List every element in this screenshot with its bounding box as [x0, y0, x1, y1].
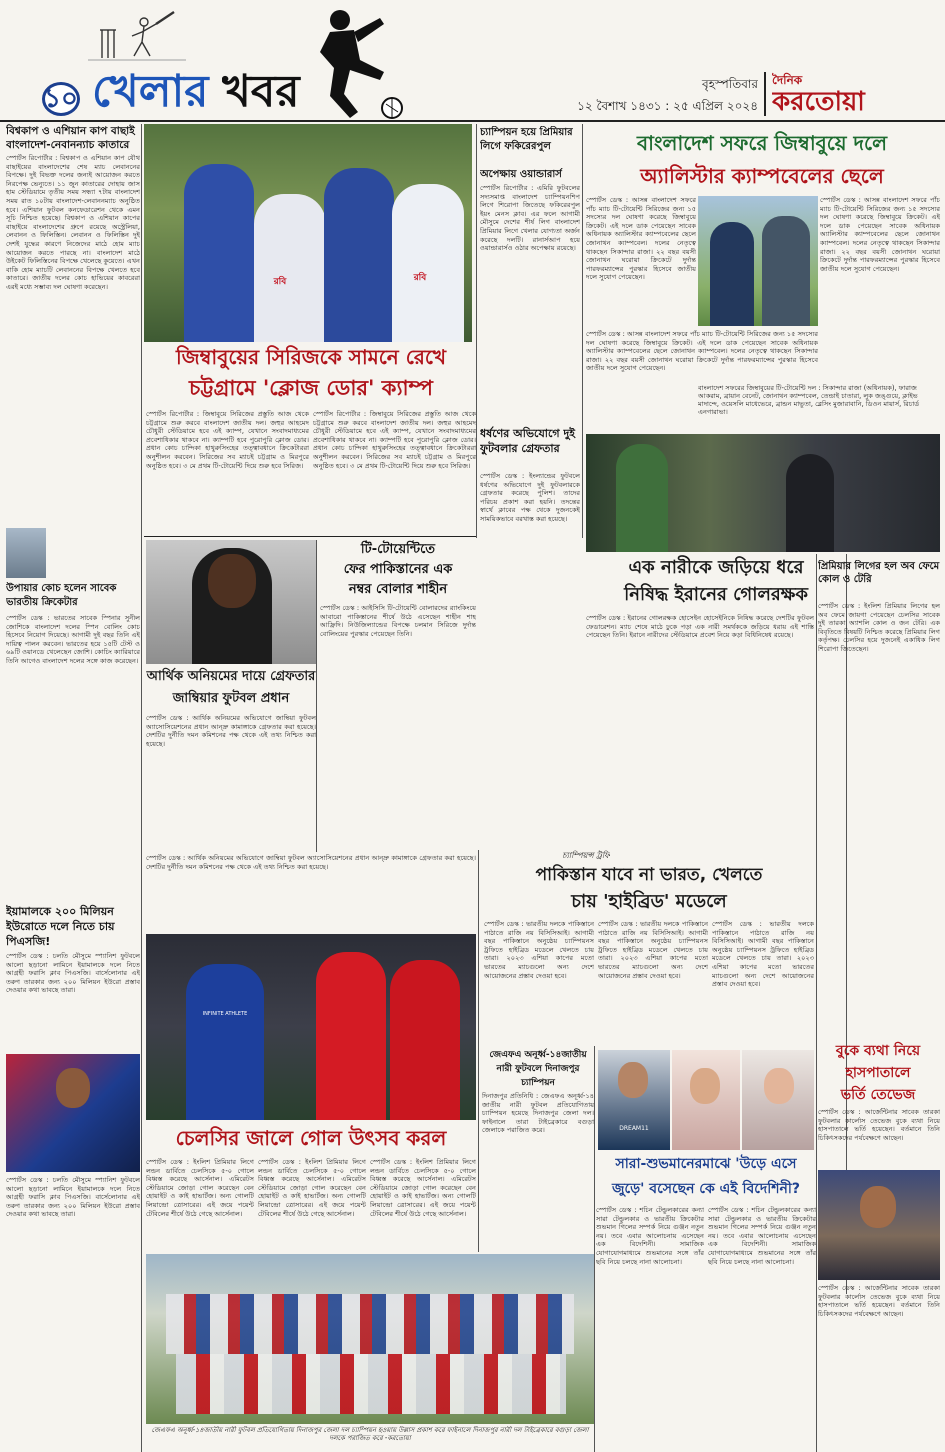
shubman-right-divider: [816, 1046, 817, 1452]
shaheen-body: স্পোর্টস ডেস্ক : আইসিসি টি-টোয়েন্টি বোলারদের র‍্যাংকিংয়ে আবারো পাকিস্তানের শীর্ষে উঠে এসেছেন শাহীন শাহ আফ্রিদি। নিউজিল্যান্ডের বিপক্ষে চলমান সিরিজে দুর্দান্ত বোলিংয়ের পুরস্কার পেয়েছেন তিনি।: [320, 604, 476, 638]
lead-body-a: স্পোর্টস রিপোর্টার : জিম্বাবুয়ে সিরিজের প্রস্তুতি আজ থেকে চট্টগ্রামে শুরু করবে বাংলাদেশ জাতীয় দল। জহুর আহমেদ চৌধুরী স্টেডিয়ামে হবে এই ক্যাম্প, যেখানে সংবাদমাধ্যমের প্রবেশাধিকার থাকবে না। ক্যাম্পটি হবে পুরোপুরি ক্লোজ ডোর। প্রধান কোচ চান্দিকা হাথুরুসিংহের তত্ত্বাবধানে ক্রিকেটাররা অনুশীলন করবেন। সিরিজের সব ম্যাচই চট্টগ্রাম ও মিরপুরে অনুষ্ঠিত হবে। ৩ মে প্রথম টি-টোয়েন্টি দিয়ে শুরু হবে সিরিজ।: [146, 410, 309, 470]
right-col-divider: [816, 554, 817, 1046]
yamal-face: [56, 1068, 90, 1108]
dream11-jersey: DREAM11: [619, 1125, 649, 1132]
coach-figure-4: [392, 184, 464, 342]
col1-body-2: স্পোর্টস ডেস্ক : ভারতের সাবেক স্পিনার সুনীল জোশিকে বাংলাদেশ দলের স্পিন বোলিং কোচ হিসেবে নিয়োগ দিয়েছে। আগামী দুই বছর তিনি এই দায়িত্ব পালন করবেন। ভারতের হয়ে ১৫টি টেস্ট ও ৬৯টি ওয়ানডে খেলেছেন জোশি। কোচিং ক্যারিয়ারে তিনি আগেও বাংলাদেশ দলের সঙ্গে কাজ করেছেন।: [6, 614, 140, 665]
chelsea-headline: চেলসির জালে গোল উৎসব করল: [175, 1126, 447, 1150]
team-row-back: [166, 1294, 574, 1354]
zambia-headline-2: জাম্বিয়ার ফুটবল প্রধান: [172, 691, 290, 706]
hof-headline: প্রিমিয়ার লিগের হল অব ফেমে কোল ও টেরি: [818, 561, 940, 585]
col1-player-photo: [6, 528, 46, 578]
dinajpur-caption: জেএফএ অনূর্ধ্ব-১৪জাতীয় নারী ফুটবল প্রতিযোগিতায় দিনাজপুর জেলা দল চ্যাম্পিয়ন হওয়ায় উল্লাস প্রকাশ করে ফাইনালে দিনাজপুর নারী দল টাইব্রেকারে বগুড়া জেলা দলকে পরাজিত করে -করতোয়া: [151, 1426, 589, 1442]
col1-body-4: স্পোর্টস ডেস্ক : চলতি মৌসুমে স্প্যানিশ ফুটবলে আলো ছড়ানো লামিনে ইয়ামালকে দলে নিতে আগ্রহী ফরাসি ক্লাব পিএসজি। বার্সেলোনার এই তরুণ তারকার জন্য ২০০ মিলিয়ন ইউরো প্রস্তাব দেওয়ার কথা ভাবছে তারা।: [6, 1176, 140, 1219]
shubman-headline-2: জুড়ে' বসেছেন কে এই বিদেশিনী?: [611, 1181, 800, 1197]
pak-body-b: স্পোর্টস ডেস্ক : ভারতীয় দলকে পাকিস্তানে পাঠাতে রাজি নয় বিসিসিআই। আগামী বছর পাকিস্তানে অনুষ্ঠেয় চ্যাম্পিয়নস ট্রফিতে হাইব্রিড মডেলে খেলতে চায় তারা। ২০২৩ এশিয়া কাপের মতো ভারতের ম্যাচগুলো অন্য দেশে আয়োজনের প্রস্তাব দেওয়া হবে।: [598, 920, 708, 980]
col3-body-1: স্পোর্টস রিপোর্টার : এমিরি ফুটবলের সদ্যসমাপ্ত বাংলাদেশ চ্যাম্পিয়নশিপ লিগে শিরোপা জিতেছে ফকিরেরপুল ইয়ং মেনস ক্লাব। এর ফলে আগামী মৌসুমে দেশের শীর্ষ লিগ বাংলাদেশ প্রিমিয়ার লিগে খেলার যোগ্যতা অর্জন করেছে দলটি। রানার্সআপ হয়ে ওয়ান্ডারার্সও ওঠার অপেক্ষায় রয়েছে।: [480, 184, 580, 253]
shubman-left-divider: [594, 1046, 595, 1452]
shaheen-headline-1: টি-টোয়েন্টিতে: [360, 542, 436, 557]
sara-face-2: [764, 1068, 794, 1104]
pak-body-a: স্পোর্টস ডেস্ক : ভারতীয় দলকে পাকিস্তানে পাঠাতে রাজি নয় বিসিসিআই। আগামী বছর পাকিস্তানে অনুষ্ঠেয় চ্যাম্পিয়নস ট্রফিতে হাইব্রিড মডেলে খেলতে চায় তারা। ২০২৩ এশিয়া কাপের মতো ভারতের ম্যাচগুলো অন্য দেশে আয়োজনের প্রস্তাব দেওয়া হবে।: [484, 920, 594, 980]
campbell-photo: [698, 196, 818, 326]
lead-photo: [144, 124, 472, 342]
chelsea-sponsor: INFINITE ATHLETE: [202, 1011, 248, 1017]
col3-headline-2: ধর্ষণের অভিযোগে দুই ফুটবলার গ্রেফতার: [480, 427, 575, 455]
col4-left-divider: [582, 124, 583, 538]
col1-headline-3: ইয়ামালকে ২০০ মিলিয়ন ইউরোতে দলে নিতে চায় পিএসজি!: [6, 905, 115, 948]
lead-body-b: স্পোর্টস রিপোর্টার : জিম্বাবুয়ে সিরিজের প্রস্তুতি আজ থেকে চট্টগ্রামে শুরু করবে বাংলাদেশ জাতীয় দল। জহুর আহমেদ চৌধুরী স্টেডিয়ামে হবে এই ক্যাম্প, যেখানে সংবাদমাধ্যমের প্রবেশাধিকার থাকবে না। ক্যাম্পটি হবে পুরোপুরি ক্লোজ ডোর। প্রধান কোচ চান্দিকা হাথুরুসিংহের তত্ত্বাবধানে ক্রিকেটাররা অনুশীলন করবেন। সিরিজের সব ম্যাচই চট্টগ্রাম ও মিরপুরে অনুষ্ঠিত হবে। ৩ মে প্রথম টি-টোয়েন্টি দিয়ে শুরু হবে সিরিজ।: [313, 410, 476, 470]
shubman-body-a: স্পোর্টস ডেস্ক : শচিন টেন্ডুলকারের কন্যা সারা টেন্ডুলকার ও ভারতীয় ক্রিকেটার শুভমান গিলের সম্পর্ক নিয়ে গুঞ্জন নতুন নয়। তবে এবার আলোচনায় এসেছেন এক বিদেশিনী। সামাজিক যোগাযোগমাধ্যমে শুভমানের সঙ্গে তাঁর ছবি নিয়ে চলছে নানা আলোচনা।: [596, 1206, 704, 1266]
sara-photo-2: [742, 1050, 814, 1150]
lead-headline-2: চট্টগ্রামে 'ক্লোজ ডোর' ক্যাম্প: [189, 376, 433, 400]
dinajpur-body: দিনাজপুর প্রতিনিধি : জেএফএ অনূর্ধ্ব-১৪ জাতীয় নারী ফুটবল প্রতিযোগিতায় চ্যাম্পিয়ন হয়েছে দিনাজপুর জেলা দল। ফাইনালে তারা টাইব্রেকারে বগুড়া জেলাকে পরাজিত করে।: [482, 1092, 594, 1135]
masthead-day: বৃহস্পতিবার: [702, 77, 758, 91]
arsenal-player-2: [390, 960, 460, 1120]
hof-body: স্পোর্টস ডেস্ক : ইংলিশ প্রিমিয়ার লিগের হল অব ফেমে জায়গা পেয়েছেন চেলসির সাবেক দুই তারকা অ্যাশলি কোল ও জন টেরি। এক বিবৃতিতে বিষয়টি নিশ্চিত করেছে প্রিমিয়ার লিগ কর্তৃপক্ষ। চেলসির হয়ে দুজনেই একাধিক লিগ শিরোপা জিতেছেন।: [818, 602, 940, 653]
col3-left-divider: [476, 124, 477, 538]
iran-keeper-photo: [586, 434, 940, 552]
paper-name-big: করতোয়া: [772, 87, 865, 117]
tevez-headline-3: ভর্তি তেভেজ: [840, 1087, 916, 1103]
mid-col-divider: [316, 540, 317, 852]
paper-name-small: দৈনিক: [772, 73, 803, 87]
shubman-photo: [598, 1050, 670, 1150]
tevez-photo: [818, 1170, 940, 1280]
coach-figure-1: [184, 164, 254, 342]
col1-divider: [141, 124, 142, 1452]
tevez-body-b: স্পোর্টস ডেস্ক : আর্জেন্টিনার সাবেক তারকা ফুটবলার কার্লোস তেভেজ বুকে ব্যথা নিয়ে হাসপাতালে ভর্তি হয়েছেন। বর্তমানে তিনি চিকিৎসকদের পর্যবেক্ষণে আছেন।: [818, 1284, 940, 1318]
dinajpur-headline-2: নারী ফুটবলে দিনাজপুর: [496, 1064, 580, 1074]
dinajpur-headline-3: চ্যাম্পিয়ন: [521, 1078, 555, 1088]
zambia-body-b: স্পোর্টস ডেস্ক : আর্থিক অনিয়মের অভিযোগে জাম্বিয়া ফুটবল অ্যাসোসিয়েশনের প্রধান আন্দ্রু কামাঙ্গাকে গ্রেফতার করা হয়েছে। দেশটির দুর্নীতি দমন কমিশনের পক্ষ থেকে এই তথ্য নিশ্চিত করা হয়েছে।: [146, 854, 476, 871]
shubman-headline-1: সারা-শুভমানেরমাঝে 'উড়ে এসে: [615, 1156, 797, 1172]
col3-headline-1: চ্যাম্পিয়ন হয়ে প্রিমিয়ার লিগে ফকিরেরপুল: [480, 127, 573, 152]
col1-body-1: স্পোর্টস রিপোর্টার : বিশ্বকাপ ও এশিয়ান কাপ যৌথ বাছাইয়ের বাংলাদেশের শেষ ম্যাচ লেবাননের বিপক্ষে। দুই বিভক্ত দলের জন্যই আয়োজন করতে নিরপেক্ষ ভেন্যুতে। ১১ জুন কাতারের দোহায় জাস হাম স্টেডিয়ামে তৃতীয় সময় সন্ধ্যা ৭টায় বাংলাদেশ সময় রাত ১০টায় বাংলাদেশ-লেবাননম্যাচ অনুষ্ঠিত হবে। এশিয়ান ফুটবল কনফেডারেশন থেকে এমন সূচি নিশ্চিত হয়েছে। বিশ্বকাপ ও এশিয়ান কাপের বাছাইয়ে বাংলাদেশের গ্রুপে রয়েছে অস্ট্রেলিয়া, লেবানন ও ফিলিস্তিন। লেবানন ও ফিলিস্তিন দুই দেশই যুদ্ধের কারণে নিজেদের মাঠে হোম ম্যাচ আয়োজন করতে পারছে না। বাংলাদেশ মাঠে উইকেট ফিলিস্তিনের বিপক্ষে খেলেছে কুয়েতে। এখন বাকি হোম ম্যাচটি লেবাননের বিপক্ষে খেলতে হবে কাতারে। জাতীয় দলের কোচ হাভিয়ের কাবরেরা এরই মধ্যে সম্ভাব্য দল ঘোষণা করেছেন।: [6, 154, 140, 291]
pak-left-divider: [478, 850, 479, 1046]
section-title-khelar: খেলার: [92, 66, 209, 117]
zim-body-a: স্পোর্টস ডেস্ক : আসন্ন বাংলাদেশ সফরে পাঁচ ম্যাচ টি-টোয়েন্টি সিরিজের জন্য ১৫ সদস্যের দল ঘোষণা করেছে জিম্বাবুয়ে ক্রিকেট। এই দলে ডাক পেয়েছেন সাবেক অধিনায়ক অ্যালিস্টার ক্যাম্পবেলের ছেলে জোনাথন ক্যাম্পবেল। দলের নেতৃত্বে থাকছেন সিকান্দার রাজা। ২২ বছর বয়সী জোনাথন ঘরোয়া ক্রিকেটে দুর্দান্ত পারফরম্যান্সের পুরস্কার হিসেবে জাতীয় দলে সুযোগ পেয়েছেন।: [586, 196, 696, 282]
col1-body-3: স্পোর্টস ডেস্ক : চলতি মৌসুমে স্প্যানিশ ফুটবলে আলো ছড়ানো লামিনে ইয়ামালকে দলে নিতে আগ্রহী ফরাসি ক্লাব পিএসজি। বার্সেলোনার এই তরুণ তারকার জন্য ২০০ মিলিয়ন ইউরো প্রস্তাব দেওয়ার কথা ভাবছে তারা।: [6, 952, 140, 995]
page-number: ১০: [44, 84, 78, 114]
zim-headline-1: বাংলাদেশ সফরে জিম্বাবুয়ে দলে: [637, 131, 887, 155]
chelsea-body-c: স্পোর্টস ডেস্ক : ইংলিশ প্রিমিয়ার লিগে লন্ডন ডার্বিতে চেলসিকে ৫-০ গোলে বিধ্বস্ত করেছে আর্সেনাল। এমিরেটস স্টেডিয়ামে জোড়া গোল করেছেন বেন হোয়াইট ও কাই হাভার্টজ। অন্য গোলটি লিয়ান্দ্রো ত্রোসারের। এই জয়ে পয়েন্ট টেবিলের শীর্ষে উঠে গেছে আর্সেনাল।: [370, 1158, 476, 1218]
zim-body-c: স্পোর্টস ডেস্ক : আসন্ন বাংলাদেশ সফরে পাঁচ ম্যাচ টি-টোয়েন্টি সিরিজের জন্য ১৫ সদস্যের দল ঘোষণা করেছে জিম্বাবুয়ে ক্রিকেট। এই দলে ডাক পেয়েছেন সাবেক অধিনায়ক অ্যালিস্টার ক্যাম্পবেলের ছেলে জোনাথন ক্যাম্পবেল। দলের নেতৃত্বে থাকছেন সিকান্দার রাজা। ২২ বছর বয়সী জোনাথন ঘরোয়া ক্রিকেটে দুর্দান্ত পারফরম্যান্সের পুরস্কার হিসেবে জাতীয় দলে সুযোগ পেয়েছেন।: [586, 330, 818, 373]
dinajpur-left-divider: [478, 1046, 479, 1252]
lead-bottom-rule: [144, 536, 476, 537]
tevez-headline-1: বুকে ব্যথা নিয়ে: [835, 1043, 921, 1059]
zim-squad-caption: বাংলাদেশ সফরের জিম্বাবুয়ের টি-টোয়েন্টি দল : সিকান্দার রাজা (অধিনায়ক), ফারাজ আকরাম, ব্রায়ান বেনেট, জোনাথন ক্যাম্পবেল, তেন্ডাই চাতারা, লুক জঙ্গুয়ে, ক্লাইভ মাদান্দে, ওয়েসলি মাধেভেরে, ব্রান্ডন মাভুতা, ব্লেসিং মুজারাবানি, ডিওন মায়ার্স, রিচার্ড এনগারাভা।: [698, 384, 920, 416]
zim-headline-2: অ্যালিস্টার ক্যাম্পবেলের ছেলে: [640, 164, 884, 188]
lead-headline-1: জিম্বাবুয়ের সিরিজকে সামনে রেখে: [176, 345, 446, 369]
zambia-body: স্পোর্টস ডেস্ক : আর্থিক অনিয়মের অভিযোগে জাম্বিয়া ফুটবল অ্যাসোসিয়েশনের প্রধান আন্দ্রু কামাঙ্গাকে গ্রেফতার করা হয়েছে। দেশটির দুর্নীতি দমন কমিশনের পক্ষ থেকে এই তথ্য নিশ্চিত করা হয়েছে।: [146, 714, 316, 748]
iran-body: স্পোর্টস ডেস্ক : ইরানের গোলরক্ষক হোসেইন হোসেইনিকে নিষিদ্ধ করেছে দেশটির ফুটবল ফেডারেশন। ম্যাচ শেষে মাঠে ঢুকে পড়া এক নারী সমর্থককে জড়িয়ে ধরায় এই শাস্তি পেয়েছেন তিনি। ইরানে নারীদের স্টেডিয়ামে প্রবেশ নিয়ে কড়া বিধিনিষেধ রয়েছে।: [586, 614, 814, 640]
sara-photo-1: [672, 1050, 740, 1150]
pak-headline-2: চায় 'হাইব্রিড' মডেলে: [571, 891, 727, 912]
dinajpur-headline-1: জেএফএ অনূর্ধ্ব-১৪জাতীয়: [489, 1050, 587, 1060]
masthead-divider: [764, 72, 766, 116]
campbell-father: [762, 216, 810, 326]
dinajpur-team-photo: [146, 1254, 594, 1424]
col1-headline-1: বিশ্বকাপ ও এশিয়ান কাপ বাছাই: [6, 125, 135, 137]
campbell-son: [710, 222, 754, 326]
tevez-headline-2: হাসপাতালে: [845, 1065, 911, 1081]
zambia-official-photo: [146, 540, 316, 664]
yamal-photo: [6, 1054, 140, 1172]
coach-figure-2: [254, 194, 326, 342]
shubman-face: [618, 1062, 648, 1098]
cricket-sketch-icon: [82, 8, 192, 68]
coach-figure-3: [324, 168, 394, 342]
col3-body-2: স্পোর্টস ডেস্ক : ইংল্যান্ডের ফুটবলে ধর্ষণের অভিযোগে দুই ফুটবলারকে গ্রেফতার করেছে পুলিশ। তাদের পরিচয় প্রকাশ করা হয়নি। তদন্তের স্বার্থে ক্লাবের পক্ষ থেকে দুজনকেই সাময়িকভাবে বরখাস্ত করা হয়েছে।: [480, 472, 580, 523]
masthead-bottom-rule: [0, 120, 945, 122]
iran-headline-1: এক নারীকে জড়িয়ে ধরে: [628, 557, 804, 578]
official-face: [208, 554, 256, 608]
section-title-khobor: খবর: [222, 66, 300, 117]
keeper-figure: [616, 444, 668, 552]
shaheen-headline-3: নম্বর বোলার শাহীন: [348, 582, 448, 597]
shaheen-headline-2: ফের পাকিস্তানের এক: [343, 562, 453, 577]
team-row-front: [176, 1354, 566, 1414]
chelsea-body-a: স্পোর্টস ডেস্ক : ইংলিশ প্রিমিয়ার লিগে লন্ডন ডার্বিতে চেলসিকে ৫-০ গোলে বিধ্বস্ত করেছে আর্সেনাল। এমিরেটস স্টেডিয়ামে জোড়া গোল করেছেন বেন হোয়াইট ও কাই হাভার্টজ। অন্য গোলটি লিয়ান্দ্রো ত্রোসারের। এই জয়ে পয়েন্ট টেবিলের শীর্ষে উঠে গেছে আর্সেনাল।: [146, 1158, 254, 1218]
pak-kicker: চ্যাম্পিয়ন্স ট্রফি: [562, 851, 610, 860]
arsenal-player-1: [316, 952, 386, 1120]
crowd-figure: [786, 454, 834, 552]
shubman-body-b: স্পোর্টস ডেস্ক : শচিন টেন্ডুলকারের কন্যা সারা টেন্ডুলকার ও ভারতীয় ক্রিকেটার শুভমান গিলের সম্পর্ক নিয়ে গুঞ্জন নতুন নয়। তবে এবার আলোচনায় এসেছেন এক বিদেশিনী। সামাজিক যোগাযোগমাধ্যমে শুভমানের সঙ্গে তাঁর ছবি নিয়ে চলছে নানা আলোচনা।: [708, 1206, 816, 1266]
robi-sponsor-2: রবি: [413, 273, 427, 283]
footballer-silhouette-icon: [300, 8, 410, 120]
robi-sponsor-1: রবি: [273, 277, 287, 287]
pak-body-c: স্পোর্টস ডেস্ক : ভারতীয় দলকে পাকিস্তানে পাঠাতে রাজি নয় বিসিসিআই। আগামী বছর পাকিস্তানে অনুষ্ঠেয় চ্যাম্পিয়নস ট্রফিতে হাইব্রিড মডেলে খেলতে চায় তারা। ২০২৩ এশিয়া কাপের মতো ভারতের ম্যাচগুলো অন্য দেশে আয়োজনের প্রস্তাব দেওয়া হবে।: [712, 920, 814, 989]
pak-headline-1: পাকিস্তান যাবে না ভারত, খেলতে: [535, 865, 763, 885]
tevez-body: স্পোর্টস ডেস্ক : আর্জেন্টিনার সাবেক তারকা ফুটবলার কার্লোস তেভেজ বুকে ব্যথা নিয়ে হাসপাতালে ভর্তি হয়েছেন। বর্তমানে তিনি চিকিৎসকদের পর্যবেক্ষণে আছেন।: [818, 1108, 940, 1142]
col1-headline-2: উপায়ার কোচ হলেন সাবেক ভারতীয় ক্রিকেটার: [6, 583, 117, 608]
sara-face-1: [690, 1068, 720, 1104]
masthead: [0, 0, 945, 120]
arsenal-chelsea-photo: [146, 934, 476, 1120]
col1-headline-1b: বাংলাদেশ-নেবানন্যাচ কাতারে: [6, 139, 130, 151]
zim-body-b: স্পোর্টস ডেস্ক : আসন্ন বাংলাদেশ সফরে পাঁচ ম্যাচ টি-টোয়েন্টি সিরিজের জন্য ১৫ সদস্যের দল ঘোষণা করেছে জিম্বাবুয়ে ক্রিকেট। এই দলে ডাক পেয়েছেন সাবেক অধিনায়ক অ্যালিস্টার ক্যাম্পবেলের ছেলে জোনাথন ক্যাম্পবেল। দলের নেতৃত্বে থাকছেন সিকান্দার রাজা। ২২ বছর বয়সী জোনাথন ঘরোয়া ক্রিকেটে দুর্দান্ত পারফরম্যান্সের পুরস্কার হিসেবে জাতীয় দলে সুযোগ পেয়েছেন।: [820, 196, 940, 273]
col3-headline-1b: অপেক্ষায় ওয়ান্ডারার্স: [480, 169, 562, 180]
tevez-face: [860, 1186, 896, 1228]
zambia-headline-1: আর্থিক অনিয়মের দায়ে গ্রেফতার: [146, 669, 316, 684]
chelsea-player: [186, 964, 264, 1120]
masthead-date: ১২ বৈশাখ ১৪৩১ : ২৫ এপ্রিল ২০২৪: [577, 99, 758, 113]
chelsea-body-b: স্পোর্টস ডেস্ক : ইংলিশ প্রিমিয়ার লিগে লন্ডন ডার্বিতে চেলসিকে ৫-০ গোলে বিধ্বস্ত করেছে আর্সেনাল। এমিরেটস স্টেডিয়ামে জোড়া গোল করেছেন বেন হোয়াইট ও কাই হাভার্টজ। অন্য গোলটি লিয়ান্দ্রো ত্রোসারের। এই জয়ে পয়েন্ট টেবিলের শীর্ষে উঠে গেছে আর্সেনাল।: [258, 1158, 366, 1218]
iran-headline-2: নিষিদ্ধ ইরানের গোলরক্ষক: [624, 584, 808, 605]
